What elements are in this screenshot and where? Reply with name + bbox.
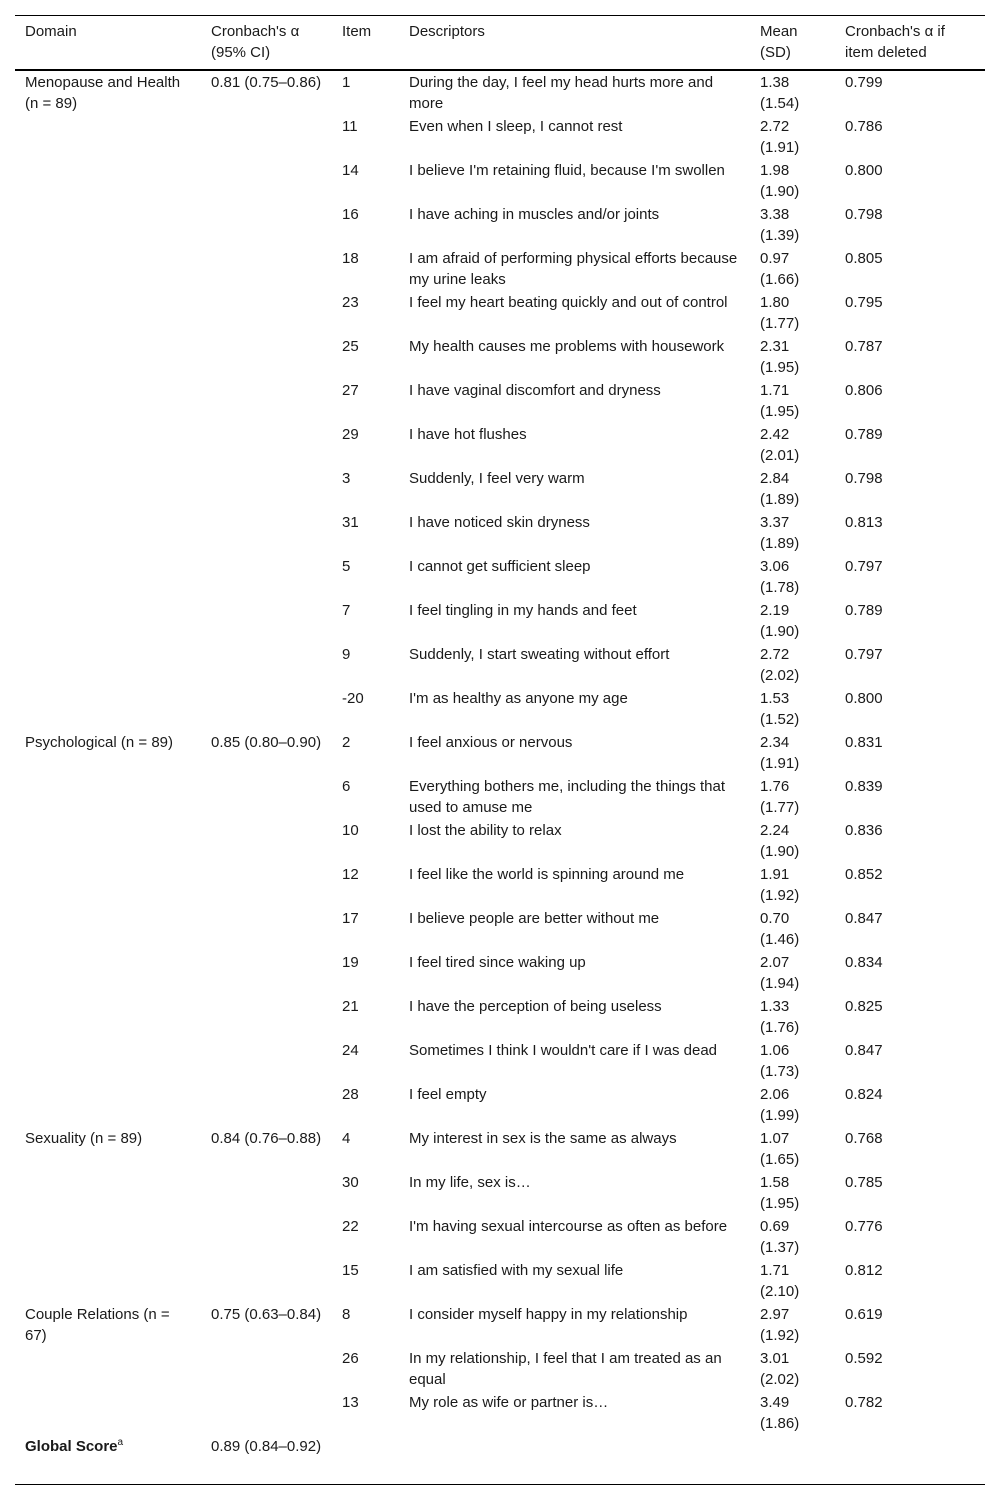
domain-alpha [201, 1347, 332, 1391]
item-mean: 1.06 [760, 1042, 790, 1059]
item-descriptor: I consider myself happy in my relationship [409, 1306, 688, 1323]
domain-name [15, 159, 201, 203]
item-alpha-if-deleted: 0.782 [845, 1394, 883, 1411]
item-mean: 2.34 [760, 734, 790, 751]
item-sd: (1.78) [760, 579, 800, 596]
item-sd: (2.02) [760, 667, 800, 684]
item-descriptor: I feel my heart beating quickly and out of control [409, 294, 728, 311]
item-descriptor: I cannot get sufficient sleep [409, 558, 591, 575]
reliability-table [15, 15, 985, 1485]
item-mean: 1.58 [760, 1174, 790, 1191]
item-mean-sd [750, 467, 835, 511]
item-sd: (1.95) [760, 403, 800, 420]
item-number: 1 [342, 74, 351, 91]
domain-name [15, 555, 201, 599]
domain-alpha [201, 203, 332, 247]
table-row [15, 775, 985, 819]
item-mean: 1.38 [760, 74, 790, 91]
table-row [15, 1171, 985, 1215]
item-number: 6 [342, 778, 351, 795]
item-mean: 2.72 [760, 646, 790, 663]
item-mean: 1.91 [760, 866, 790, 883]
domain-alpha [201, 599, 332, 643]
item-mean-sd [750, 1083, 835, 1127]
item-mean: 2.06 [760, 1086, 790, 1103]
item-alpha-if-deleted: 0.831 [845, 734, 883, 751]
item-mean-sd [750, 70, 835, 115]
item-alpha-if-deleted: 0.834 [845, 954, 883, 971]
item-descriptor: My role as wife or partner is… [409, 1394, 609, 1411]
item-mean: 2.07 [760, 954, 790, 971]
item-mean-sd [750, 203, 835, 247]
item-number: 26 [342, 1350, 359, 1367]
item-mean: 1.98 [760, 162, 790, 179]
domain-name [15, 995, 201, 1039]
item-descriptor: I feel anxious or nervous [409, 734, 573, 751]
item-number: 4 [342, 1130, 351, 1147]
item-mean-sd [750, 379, 835, 423]
item-mean: 3.49 [760, 1394, 790, 1411]
item-mean-sd [750, 687, 835, 731]
item-number: 9 [342, 646, 351, 663]
domain-name [15, 1391, 201, 1435]
item-mean-sd [750, 643, 835, 687]
item-mean-sd [750, 819, 835, 863]
domain-alpha: 0.75 (0.63–0.84) [211, 1306, 322, 1323]
table-row [15, 291, 985, 335]
domain-alpha [201, 247, 332, 291]
table-row [15, 247, 985, 291]
item-mean: 1.71 [760, 1262, 790, 1279]
domain-name [15, 951, 201, 995]
header-row [15, 16, 985, 71]
item-alpha-if-deleted: 0.797 [845, 558, 883, 575]
item-number: 18 [342, 250, 359, 267]
item-sd: (1.90) [760, 183, 800, 200]
item-alpha-if-deleted: 0.847 [845, 1042, 883, 1059]
table-row [15, 335, 985, 379]
global-score-text: Global Score [25, 1438, 118, 1455]
domain-name [15, 291, 201, 335]
item-number: 13 [342, 1394, 359, 1411]
table-row [15, 159, 985, 203]
table-row [15, 379, 985, 423]
domain-name [15, 599, 201, 643]
item-number: 2 [342, 734, 351, 751]
item-mean-sd [750, 1303, 835, 1347]
item-sd: (1.37) [760, 1239, 800, 1256]
domain-alpha [201, 1391, 332, 1435]
domain-name [15, 247, 201, 291]
item-descriptor: I have aching in muscles and/or joints [409, 206, 660, 223]
item-mean-sd [750, 1127, 835, 1171]
item-sd: (1.89) [760, 491, 800, 508]
table-row [15, 1083, 985, 1127]
item-mean: 3.37 [760, 514, 790, 531]
domain-alpha [201, 995, 332, 1039]
domain-alpha [201, 423, 332, 467]
item-alpha-if-deleted: 0.789 [845, 426, 883, 443]
item-number: 29 [342, 426, 359, 443]
item-mean-sd [750, 1215, 835, 1259]
domain-name: Couple Relations (n = 67) [25, 1306, 170, 1344]
item-sd: (1.86) [760, 1415, 800, 1432]
item-descriptor: I feel tired since waking up [409, 954, 586, 971]
item-sd: (2.01) [760, 447, 800, 464]
item-sd: (1.66) [760, 271, 800, 288]
item-alpha-if-deleted: 0.806 [845, 382, 883, 399]
table-row [15, 1259, 985, 1303]
domain-alpha [201, 907, 332, 951]
item-mean: 2.31 [760, 338, 790, 355]
item-descriptor: Even when I sleep, I cannot rest [409, 118, 623, 135]
table-row [15, 863, 985, 907]
domain-alpha [201, 863, 332, 907]
item-mean: 0.69 [760, 1218, 790, 1235]
item-descriptor: I am afraid of performing physical efforts because my urine leaks [409, 250, 738, 288]
item-alpha-if-deleted: 0.800 [845, 162, 883, 179]
domain-name [15, 467, 201, 511]
item-alpha-if-deleted: 0.836 [845, 822, 883, 839]
item-descriptor: I feel tingling in my hands and feet [409, 602, 637, 619]
table-row [15, 1127, 985, 1171]
table-row [15, 1347, 985, 1391]
item-alpha-if-deleted: 0.799 [845, 74, 883, 91]
item-sd: (1.91) [760, 139, 800, 156]
domain-name: Psychological (n = 89) [25, 734, 173, 751]
item-sd: (1.76) [760, 1019, 800, 1036]
item-alpha-if-deleted: 0.787 [845, 338, 883, 355]
item-alpha-if-deleted: 0.797 [845, 646, 883, 663]
item-mean: 2.19 [760, 602, 790, 619]
domain-alpha [201, 555, 332, 599]
domain-alpha [201, 467, 332, 511]
item-sd: (2.10) [760, 1283, 800, 1300]
item-mean-sd [750, 951, 835, 995]
domain-name [15, 203, 201, 247]
header-alpha: Cronbach's α (95% CI) [201, 16, 332, 71]
domain-name [15, 643, 201, 687]
table-row [15, 1303, 985, 1347]
item-sd: (1.77) [760, 799, 800, 816]
item-descriptor: I have noticed skin dryness [409, 514, 590, 531]
item-alpha-if-deleted: 0.852 [845, 866, 883, 883]
item-alpha-if-deleted: 0.785 [845, 1174, 883, 1191]
domain-name [15, 335, 201, 379]
item-sd: (1.92) [760, 887, 800, 904]
item-descriptor: I have vaginal discomfort and dryness [409, 382, 661, 399]
item-mean: 2.24 [760, 822, 790, 839]
item-mean-sd [750, 511, 835, 555]
domain-alpha [201, 1039, 332, 1083]
item-descriptor: In my relationship, I feel that I am treated as an equal [409, 1350, 722, 1388]
domain-alpha [201, 643, 332, 687]
item-mean-sd [750, 555, 835, 599]
item-number: 19 [342, 954, 359, 971]
domain-name [15, 115, 201, 159]
domain-name: Sexuality (n = 89) [25, 1130, 143, 1147]
header-descriptors: Descriptors [399, 16, 750, 71]
global-score-footnote-marker: a [117, 1437, 124, 1448]
item-number: 10 [342, 822, 359, 839]
table-row [15, 1039, 985, 1083]
item-mean-sd [750, 863, 835, 907]
table-row [15, 70, 985, 115]
table-row [15, 731, 985, 775]
global-score-row [15, 1435, 985, 1485]
item-sd: (1.94) [760, 975, 800, 992]
item-number: 31 [342, 514, 359, 531]
domain-alpha [201, 775, 332, 819]
item-sd: (1.39) [760, 227, 800, 244]
item-sd: (2.02) [760, 1371, 800, 1388]
item-alpha-if-deleted: 0.768 [845, 1130, 883, 1147]
domain-alpha [201, 687, 332, 731]
item-mean: 3.38 [760, 206, 790, 223]
domain-name [15, 907, 201, 951]
table-row [15, 687, 985, 731]
item-mean: 1.76 [760, 778, 790, 795]
header-alpha-if-deleted: Cronbach's α if item deleted [835, 16, 985, 71]
item-number: 23 [342, 294, 359, 311]
item-descriptor: I believe I'm retaining fluid, because I'm swollen [409, 162, 725, 179]
domain-name [15, 863, 201, 907]
domain-name [15, 819, 201, 863]
item-number: 15 [342, 1262, 359, 1279]
header-domain: Domain [15, 16, 201, 71]
item-sd: (1.95) [760, 359, 800, 376]
item-descriptor: Sometimes I think I wouldn't care if I was dead [409, 1042, 718, 1059]
item-number: -20 [342, 690, 364, 707]
table-body [15, 70, 985, 1485]
table-row [15, 907, 985, 951]
item-number: 24 [342, 1042, 359, 1059]
domain-alpha [201, 115, 332, 159]
domain-alpha [201, 511, 332, 555]
item-mean: 1.53 [760, 690, 790, 707]
item-sd: (1.46) [760, 931, 800, 948]
item-mean: 1.71 [760, 382, 790, 399]
table-row [15, 423, 985, 467]
domain-name [15, 511, 201, 555]
item-descriptor: In my life, sex is… [409, 1174, 531, 1191]
table-row [15, 599, 985, 643]
item-mean: 3.06 [760, 558, 790, 575]
domain-name [15, 1039, 201, 1083]
domain-alpha [201, 819, 332, 863]
item-alpha-if-deleted: 0.825 [845, 998, 883, 1015]
item-mean: 0.97 [760, 250, 790, 267]
item-alpha-if-deleted: 0.824 [845, 1086, 883, 1103]
domain-name [15, 423, 201, 467]
item-alpha-if-deleted: 0.812 [845, 1262, 883, 1279]
item-number: 30 [342, 1174, 359, 1191]
item-alpha-if-deleted: 0.798 [845, 470, 883, 487]
item-sd: (1.91) [760, 755, 800, 772]
table-row [15, 203, 985, 247]
item-descriptor: My health causes me problems with housework [409, 338, 725, 355]
domain-alpha [201, 159, 332, 203]
table-row [15, 819, 985, 863]
item-descriptor: I have hot flushes [409, 426, 527, 443]
item-alpha-if-deleted: 0.795 [845, 294, 883, 311]
item-mean-sd [750, 775, 835, 819]
item-number: 28 [342, 1086, 359, 1103]
item-alpha-if-deleted: 0.619 [845, 1306, 883, 1323]
item-mean: 3.01 [760, 1350, 790, 1367]
item-number: 21 [342, 998, 359, 1015]
item-sd: (1.92) [760, 1327, 800, 1344]
item-number: 14 [342, 162, 359, 179]
domain-alpha [201, 335, 332, 379]
item-sd: (1.65) [760, 1151, 800, 1168]
item-mean-sd [750, 423, 835, 467]
item-descriptor: I am satisfied with my sexual life [409, 1262, 624, 1279]
item-mean: 1.80 [760, 294, 790, 311]
item-descriptor: I have the perception of being useless [409, 998, 662, 1015]
domain-name [15, 687, 201, 731]
item-mean: 0.70 [760, 910, 790, 927]
table-row [15, 555, 985, 599]
domain-alpha [201, 1259, 332, 1303]
domain-alpha [201, 379, 332, 423]
item-mean-sd [750, 731, 835, 775]
item-sd: (1.73) [760, 1063, 800, 1080]
table-row [15, 1391, 985, 1435]
item-sd: (1.90) [760, 623, 800, 640]
item-mean-sd [750, 995, 835, 1039]
item-mean-sd [750, 1391, 835, 1435]
domain-name [15, 1083, 201, 1127]
item-mean: 2.97 [760, 1306, 790, 1323]
item-mean-sd [750, 159, 835, 203]
item-sd: (1.99) [760, 1107, 800, 1124]
item-descriptor: During the day, I feel my head hurts more and more [409, 74, 714, 112]
item-sd: (1.95) [760, 1195, 800, 1212]
header-item: Item [332, 16, 399, 71]
item-sd: (1.52) [760, 711, 800, 728]
domain-alpha: 0.85 (0.80–0.90) [211, 734, 322, 751]
item-alpha-if-deleted: 0.786 [845, 118, 883, 135]
item-alpha-if-deleted: 0.800 [845, 690, 883, 707]
item-alpha-if-deleted: 0.839 [845, 778, 883, 795]
item-number: 11 [342, 118, 358, 135]
item-mean-sd [750, 1171, 835, 1215]
item-mean-sd [750, 291, 835, 335]
item-number: 12 [342, 866, 359, 883]
item-sd: (1.89) [760, 535, 800, 552]
item-number: 8 [342, 1306, 351, 1323]
item-descriptor: Suddenly, I start sweating without effort [409, 646, 670, 663]
domain-alpha [201, 1215, 332, 1259]
item-descriptor: I lost the ability to relax [409, 822, 562, 839]
item-number: 22 [342, 1218, 359, 1235]
item-mean-sd [750, 115, 835, 159]
item-sd: (1.54) [760, 95, 800, 112]
table-row [15, 643, 985, 687]
item-descriptor: I feel empty [409, 1086, 487, 1103]
domain-alpha [201, 951, 332, 995]
domain-name: Menopause and Health (n = 89) [25, 74, 181, 112]
item-number: 16 [342, 206, 359, 223]
table-row [15, 115, 985, 159]
item-mean: 1.07 [760, 1130, 790, 1147]
item-mean-sd [750, 247, 835, 291]
item-alpha-if-deleted: 0.798 [845, 206, 883, 223]
header-mean-sd: Mean (SD) [750, 16, 835, 71]
item-alpha-if-deleted: 0.847 [845, 910, 883, 927]
item-alpha-if-deleted: 0.776 [845, 1218, 883, 1235]
item-descriptor: I believe people are better without me [409, 910, 660, 927]
item-number: 27 [342, 382, 359, 399]
domain-alpha [201, 1083, 332, 1127]
table-row [15, 995, 985, 1039]
domain-name [15, 1259, 201, 1303]
item-alpha-if-deleted: 0.813 [845, 514, 883, 531]
item-number: 17 [342, 910, 359, 927]
item-descriptor: I'm as healthy as anyone my age [409, 690, 628, 707]
table-row [15, 467, 985, 511]
domain-name [15, 1215, 201, 1259]
domain-name [15, 379, 201, 423]
item-mean: 2.42 [760, 426, 790, 443]
global-score-alpha: 0.89 (0.84–0.92) [201, 1435, 332, 1485]
domain-name [15, 1347, 201, 1391]
item-sd: (1.90) [760, 843, 800, 860]
item-mean: 2.72 [760, 118, 790, 135]
item-alpha-if-deleted: 0.592 [845, 1350, 883, 1367]
domain-alpha: 0.81 (0.75–0.86) [211, 74, 322, 91]
domain-alpha [201, 291, 332, 335]
item-number: 3 [342, 470, 351, 487]
item-alpha-if-deleted: 0.789 [845, 602, 883, 619]
table-row [15, 511, 985, 555]
item-mean-sd [750, 599, 835, 643]
item-mean-sd [750, 335, 835, 379]
item-number: 5 [342, 558, 351, 575]
item-number: 7 [342, 602, 351, 619]
domain-name [15, 775, 201, 819]
item-mean-sd [750, 1259, 835, 1303]
item-descriptor: My interest in sex is the same as always [409, 1130, 677, 1147]
item-mean-sd [750, 1347, 835, 1391]
item-descriptor: I feel like the world is spinning around me [409, 866, 685, 883]
item-alpha-if-deleted: 0.805 [845, 250, 883, 267]
global-score-label [15, 1435, 201, 1485]
item-mean: 2.84 [760, 470, 790, 487]
domain-alpha [201, 1171, 332, 1215]
item-mean-sd [750, 907, 835, 951]
item-descriptor: I'm having sexual intercourse as often as before [409, 1218, 728, 1235]
item-descriptor: Suddenly, I feel very warm [409, 470, 585, 487]
domain-alpha: 0.84 (0.76–0.88) [211, 1130, 322, 1147]
item-mean-sd [750, 1039, 835, 1083]
item-number: 25 [342, 338, 359, 355]
item-mean: 1.33 [760, 998, 790, 1015]
item-descriptor: Everything bothers me, including the things that used to amuse me [409, 778, 726, 816]
table-row [15, 951, 985, 995]
table-row [15, 1215, 985, 1259]
domain-name [15, 1171, 201, 1215]
item-sd: (1.77) [760, 315, 800, 332]
